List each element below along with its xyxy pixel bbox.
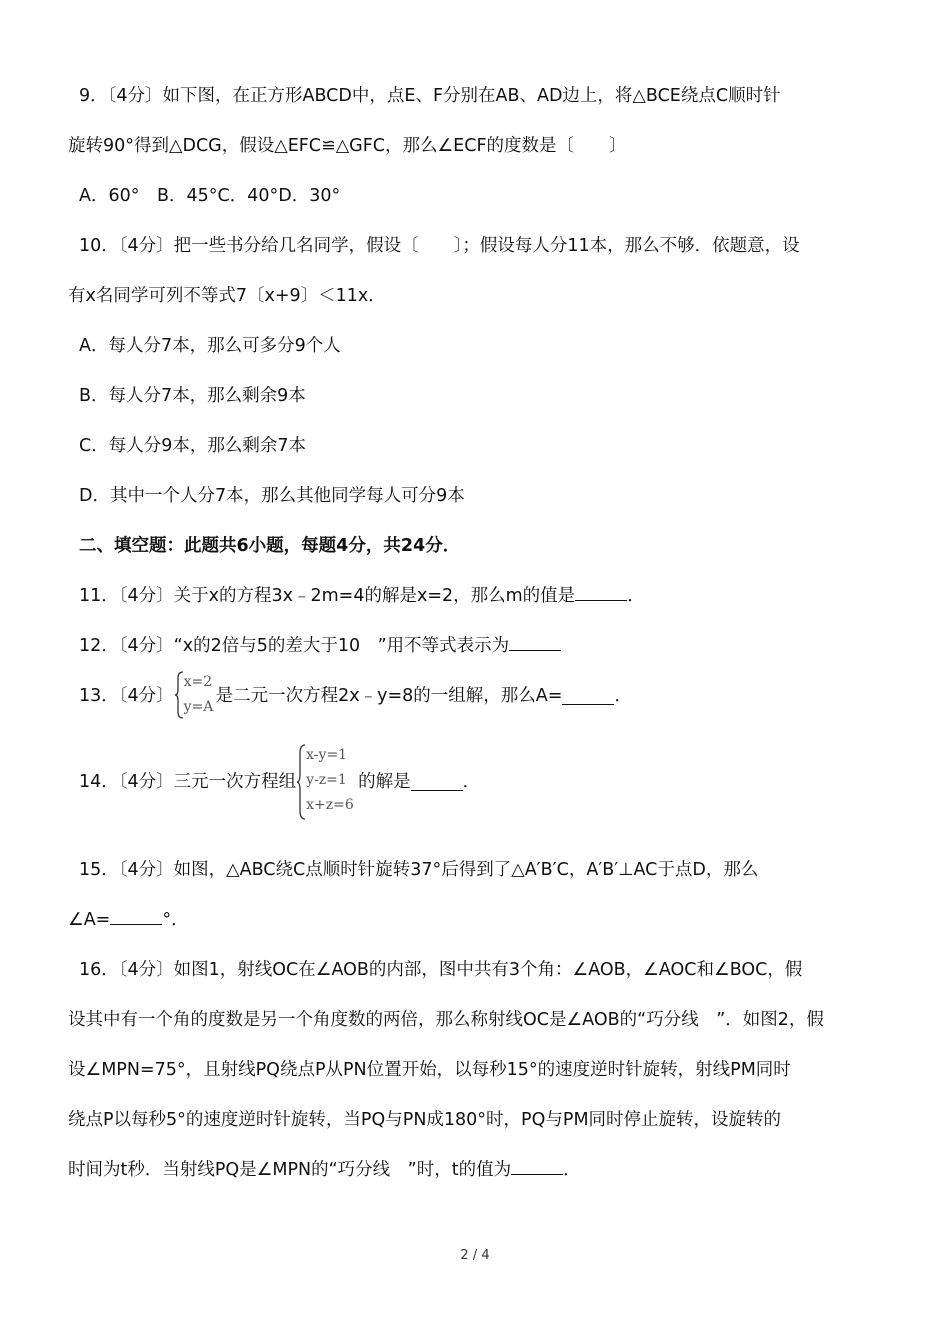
q11 — [79, 584, 645, 608]
q16-line5-end: ． — [563, 1160, 581, 1180]
q14-end: ． — [462, 772, 481, 792]
q16-line5-prefix: 时间为t秒．当射线PQ是∠MPN的“巧分线 ”时，t的值为 — [68, 1160, 512, 1180]
q14-suffix: 的解是 — [358, 772, 411, 792]
q16-line2: 设其中有一个角的度数是另一个角度数的两倍，那么称射线OC是∠AOB的“巧分线 ”．如图2，假 — [68, 1010, 824, 1030]
q15-line1: 15．〔4分〕如图，△ABC绕C点顺时针旋转37°后得到了△A′B′C，A′B′⊥AC于点D，那么 — [79, 860, 759, 880]
q14-eq1: x-y=1 — [306, 747, 348, 763]
q14-equation-system — [296, 743, 358, 821]
q16-blank — [511, 1158, 563, 1175]
q13-suffix: 是二元一次方程2x﹣y=8的一组解，那么A= — [215, 686, 563, 706]
q11-blank — [575, 584, 627, 601]
q15-line2-end: °． — [162, 910, 189, 930]
q16-line5 — [68, 1158, 581, 1182]
q10-option-d: D．其中一个人分7本，那么其他同学每人可分9本 — [79, 486, 465, 506]
q16-line1: 16．〔4分〕如图1，射线OC在∠AOB的内部，图中共有3个角：∠AOB，∠AOC和∠BOC，假 — [79, 960, 803, 980]
q13-eq1: x=2 — [183, 674, 213, 690]
q9-line1: 9．〔4分〕如下图，在正方形ABCD中，点E、F分别在AB、AD边上，将△BCE绕点C顺时针 — [79, 86, 781, 106]
q15-blank — [110, 908, 162, 925]
q13-equation-system — [174, 670, 224, 722]
q14 — [79, 742, 480, 822]
q12-blank — [509, 634, 561, 651]
q11-text: 11．〔4分〕关于x的方程3x﹣2m=4的解是x=2，那么m的值是 — [79, 586, 576, 606]
q11-end: ． — [627, 586, 645, 606]
q10-option-a: A．每人分7本，那么可多分9个人 — [79, 336, 341, 356]
q13-eq2: y=A — [183, 699, 214, 715]
left-brace-icon — [296, 743, 306, 821]
q13-prefix: 13．〔4分〕 — [79, 686, 174, 706]
page-number: 2 / 4 — [460, 1248, 490, 1263]
q9-options: A．60° B．45°C．40°D．30° — [79, 186, 341, 206]
q16-line3: 设∠MPN=75°，且射线PQ绕点P从PN位置开始，以每秒15°的速度逆时针旋转，射线PM同时 — [68, 1060, 791, 1080]
q10-line2: 有x名同学可列不等式7〔x+9〕＜11x． — [68, 286, 386, 306]
q14-eq3: x+z=6 — [306, 797, 354, 813]
left-brace-icon — [174, 670, 184, 720]
q10-line1: 10．〔4分〕把一些书分给几名同学，假设〔 〕；假设每人分11本，那么不够．依题意，设 — [79, 236, 800, 256]
q13-end: ． — [614, 686, 632, 706]
q14-prefix: 14．〔4分〕三元一次方程组 — [79, 772, 297, 792]
q14-eq2: y-z=1 — [306, 772, 347, 788]
q15-line2-prefix: ∠A= — [68, 910, 111, 930]
q10-option-b: B．每人分7本，那么剩余9本 — [79, 386, 306, 406]
q13 — [79, 670, 632, 722]
q9-line2: 旋转90°得到△DCG，假设△EFC≌△GFC，那么∠ECF的度数是〔 〕 — [68, 136, 627, 156]
q14-blank — [411, 774, 463, 791]
q12-text: 12．〔4分〕“x的2倍与5的差大于10 ”用不等式表示为 — [79, 636, 510, 656]
q16-line4: 绕点P以每秒5°的速度逆时针旋转，当PQ与PN成180°时，PQ与PM同时停止旋转，设旋转的 — [68, 1110, 782, 1130]
q10-option-c: C．每人分9本，那么剩余7本 — [79, 436, 306, 456]
section2-heading: 二、填空题：此题共6小题，每题4分，共24分． — [79, 536, 461, 556]
q15-line2 — [68, 908, 189, 932]
q13-blank — [562, 688, 614, 705]
q12 — [79, 634, 561, 658]
